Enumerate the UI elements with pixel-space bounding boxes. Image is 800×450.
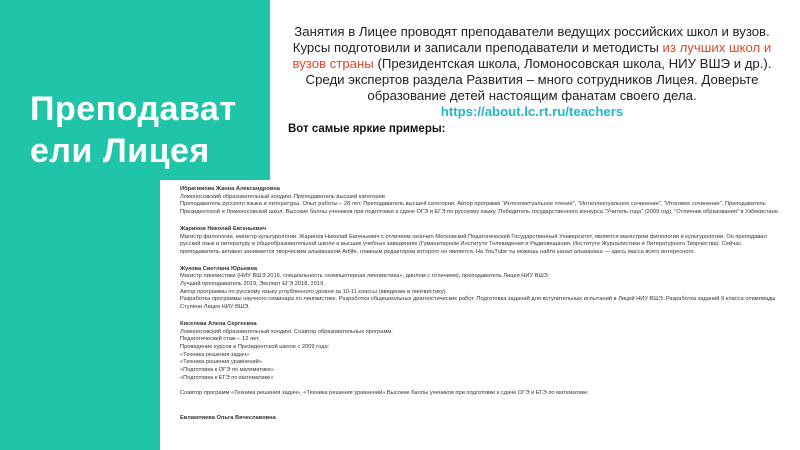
teacher-description-line: Разработка программы научного семинара по лингвистике. Разработка общешкольных диагностических работ. Подготовка заданий для вступительных испытаний в Лицей НИУ ВШЭ. Разработка заданий 9 класса олимпиады Ступени Лицея НИУ ВШЭ. — [180, 296, 776, 311]
intro-paragraph — [282, 24, 782, 120]
teacher-description-line: Соавтор программ «Техника решения задач», «Техника решения уравнений».Высокие баллы учеников при подготовке к сдаче ОГЭ и ЕГЭ по математике. — [180, 390, 589, 397]
intro-text-2: (Президентская школа, Ломоносовская школа, НИУ ВШЭ и др.). Среди экспертов раздела Развития – много сотрудников Лицея. Доверьте образование детей настоящим фанатам своего дела. — [305, 56, 772, 103]
teacher-description-line: Ломоносовский образовательный холдинг. Соавтор образовательных программ. — [180, 328, 393, 335]
examples-heading: Вот самые яркие примеры: — [288, 123, 446, 135]
teacher-description-line: Магистр лингвистики (НИУ ВШЭ 2016, специальность «компьютерная лингвистика», диплом с отличием), преподаватель Лицея НИУ ВШЭ. — [180, 273, 550, 280]
teacher-entry — [180, 186, 780, 217]
teacher-name: Жукова Светлана Юрьевна — [180, 265, 258, 272]
teacher-description-line: Проведение курсов в Президентской школе с 2009 года: — [180, 343, 330, 350]
teachers-link[interactable]: https://about.lc.rt.ru/teachers — [440, 104, 624, 119]
slide-title — [30, 88, 280, 172]
teacher-name: Ибрагимова Жанна Александровна — [180, 186, 280, 192]
teacher-description-line: «Подготовка к ЕГЭ по математике» — [180, 374, 274, 381]
teacher-name: Жаринов Николай Евгеньевич — [180, 225, 267, 232]
teacher-entry — [180, 226, 780, 257]
teacher-description-line: Педагогический стаж – 12 лет. — [180, 336, 260, 343]
teacher-description-line: «Техника решения уравнений» — [180, 359, 262, 366]
teacher-description-line — [180, 382, 780, 390]
teacher-description-line — [180, 398, 780, 406]
teacher-description-line: Автор программы по русскому языку углубленного уровня за 10-11 классы (введение в лингвистику) — [180, 288, 446, 295]
teacher-entry — [180, 321, 780, 406]
teacher-description-line: Магистр филологии, магистр культурологии. Жаринов Николай Евгеньевич с отличием окончил Московский Педагогический Государственный Университет, является магистром филологии и культурологии. Он преподавал русский язык и литературу в общеобразовательной школе и высших учебных заведениях (Гуманитарном Институте Телевидения и Радиовещания, Институте Журналистики и Литературного Творчества). Сейчас преподаватель активно занимается творческим альманахом Artlife, главным редактором которого он является. На YouTube ты можешь найти канал альманаха — здесь масса всего интересного. — [180, 233, 767, 255]
teacher-name: Евлампиева Ольга Вячеславовна — [180, 414, 276, 421]
teacher-entry — [180, 266, 780, 312]
teacher-entry — [180, 415, 780, 423]
teacher-description-line: Преподаватель русского языка и литературы. Опыт работы – 28 лет. Преподаватель высшей категории. Автор программ "Интеллектуальное чтение", "Интеллектуальное сочинение", "Итоговое сочинение". Преподаватель Президентской и Ломоносовской школ. Высокие баллы учеников при подготовке к сдаче ОГЭ и ЕГЭ по русскому языку. Победитель государственного конкурса "Учитель года" (2009 год), "Отличник образования" в Узбекистане. — [180, 201, 780, 216]
title-line-1: Преподават — [30, 90, 237, 128]
teachers-list — [180, 186, 780, 431]
title-line-2: ели Лицея — [30, 132, 210, 170]
teacher-description-line: Ломоносовский образовательный холдинг. Преподаватель высшей категории — [180, 193, 385, 200]
intro-text-1: Занятия в Лицее проводят преподаватели ведущих российских школ и вузов. Курсы подготовили и записали преподаватели и методисты — [292, 24, 770, 55]
teacher-name: Киселева Алена Сергеевна — [180, 320, 257, 327]
teacher-description-line: «Подготовка к ОГЭ по математике» — [180, 367, 275, 374]
teacher-description-line: «Техника решения задач» — [180, 351, 250, 358]
intro-highlight: из лучших школ и вузов страны — [292, 40, 772, 71]
teacher-description-line: Лучший преподаватель 2019, Эксперт ЕГЭ 2018, 2019. — [180, 281, 325, 288]
